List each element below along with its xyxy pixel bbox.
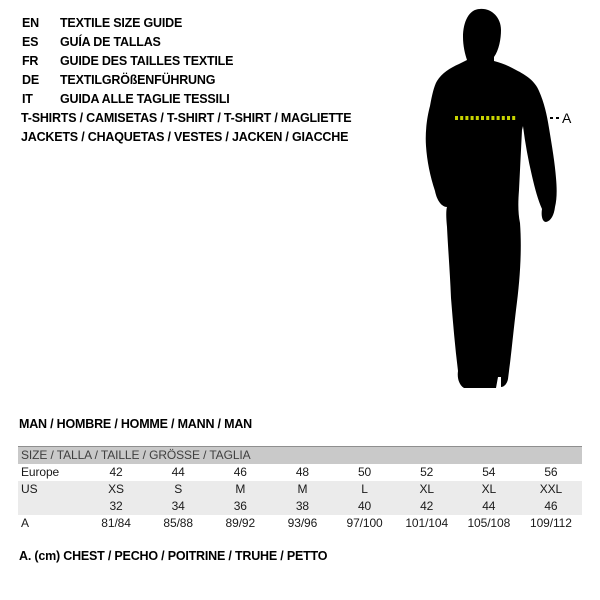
- size-table: [18, 446, 582, 532]
- category-tshirts: T-SHIRTS / CAMISETAS / T-SHIRT / T-SHIRT / MAGLIETTE: [21, 111, 352, 125]
- table-cell: 85/88: [163, 516, 193, 530]
- table-cell: 38: [295, 499, 310, 513]
- category-jackets: JACKETS / CHAQUETAS / VESTES / JACKEN / GIACCHE: [21, 130, 349, 144]
- language-code: DE: [22, 73, 39, 87]
- row-label: US: [21, 482, 38, 496]
- table-cell: 52: [420, 465, 434, 479]
- table-cell: S: [174, 482, 183, 496]
- table-cell: 46: [233, 465, 247, 479]
- size-table-header: SIZE / TALLA / TAILLE / GRÖSSE / TAGLIA: [18, 446, 582, 464]
- row-label: Europe: [21, 465, 60, 479]
- language-code: IT: [22, 92, 33, 106]
- language-row: [22, 52, 233, 71]
- table-cell: 81/84: [101, 516, 131, 530]
- measure-a-label: A: [562, 110, 572, 126]
- table-row-alt-size: [18, 498, 582, 515]
- table-cell: 34: [171, 499, 185, 513]
- table-row-chest-a: [18, 515, 582, 532]
- language-row: [22, 71, 233, 90]
- table-cell: 36: [233, 499, 247, 513]
- table-cell: 109/112: [530, 516, 572, 530]
- language-code: FR: [22, 54, 39, 68]
- language-label: TEXTILGRÖßENFÜHRUNG: [60, 73, 216, 87]
- table-cell: 42: [420, 499, 434, 513]
- table-cell: 44: [171, 465, 185, 479]
- language-row: [22, 90, 233, 109]
- table-cell: XS: [108, 482, 124, 496]
- table-cell: 44: [482, 499, 496, 513]
- table-cell: L: [361, 482, 368, 496]
- table-cell: 97/100: [346, 516, 383, 530]
- language-label: TEXTILE SIZE GUIDE: [60, 16, 183, 30]
- language-row: [22, 33, 233, 52]
- language-label: GUÍA DE TALLAS: [60, 35, 161, 49]
- table-cell: M: [297, 482, 308, 496]
- measurement-footnote: A. (cm) CHEST / PECHO / POITRINE / TRUHE / PETTO: [19, 549, 328, 563]
- language-list: [22, 14, 233, 109]
- table-cell: 42: [109, 465, 123, 479]
- category-list: [21, 109, 351, 147]
- table-cell: 50: [357, 465, 372, 479]
- language-code: EN: [22, 16, 39, 30]
- row-label: [18, 498, 85, 515]
- language-label: GUIDE DES TAILLES TEXTILE: [60, 54, 234, 68]
- table-cell: 48: [295, 465, 310, 479]
- table-cell: 105/108: [467, 516, 511, 530]
- row-label: A: [21, 516, 29, 530]
- table-cell: M: [235, 482, 246, 496]
- man-silhouette: [426, 9, 557, 388]
- table-cell: 40: [357, 499, 372, 513]
- table-row-us: [18, 481, 582, 498]
- table-cell: XL: [419, 482, 434, 496]
- table-cell: 54: [482, 465, 496, 479]
- language-row: [22, 14, 233, 33]
- language-label: GUIDA ALLE TAGLIE TESSILI: [60, 92, 230, 106]
- man-silhouette-figure: [403, 5, 583, 395]
- table-cell: 93/96: [287, 516, 318, 530]
- language-code: ES: [22, 35, 39, 49]
- table-cell: 46: [544, 499, 558, 513]
- table-cell: 89/92: [225, 516, 256, 530]
- table-cell: 32: [109, 499, 123, 513]
- table-cell: XXL: [539, 482, 563, 496]
- table-row-europe: [18, 464, 582, 481]
- table-cell: 101/104: [405, 516, 449, 530]
- table-cell: XL: [481, 482, 497, 496]
- table-cell: 56: [544, 465, 558, 479]
- section-title-man: MAN / HOMBRE / HOMME / MANN / MAN: [19, 417, 252, 431]
